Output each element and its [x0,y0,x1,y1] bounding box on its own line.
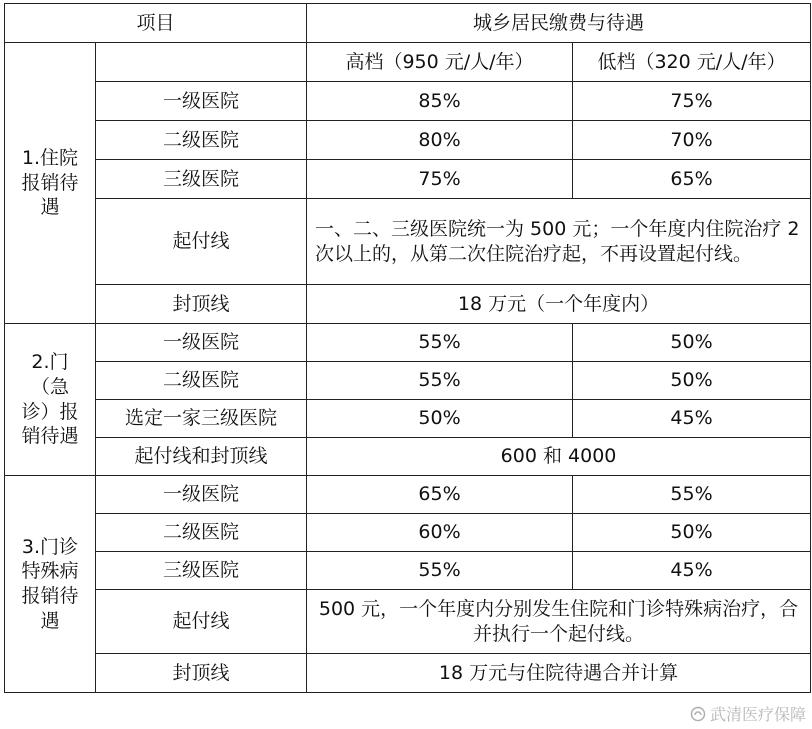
table-row [5,121,811,160]
category-inpatient: 1.住院报销待遇 [5,43,96,324]
hospital-level: 三级医院 [96,160,307,199]
blank-cell [96,43,307,82]
tier-low-header: 低档（320 元/人/年） [573,43,811,82]
cap-label: 封顶线 [96,285,307,324]
table-row [5,400,811,438]
hospital-level: 一级医院 [96,476,307,514]
hospital-level: 二级医院 [96,121,307,160]
category-outpatient: 2.门（急诊）报销待遇 [5,324,96,476]
table-row [5,590,811,654]
table-row [5,654,811,693]
rate-high: 65% [307,476,573,514]
table-row [5,362,811,400]
rate-high: 50% [307,400,573,438]
rate-high: 55% [307,552,573,590]
hospital-level: 一级医院 [96,82,307,121]
rate-low: 70% [573,121,811,160]
table-row [5,82,811,121]
header-item: 项目 [5,4,307,43]
deductible-text: 一、二、三级医院统一为 500 元；一个年度内住院治疗 2 次以上的，从第二次住院治疗起，不再设置起付线。 [307,199,811,285]
tier-high-header: 高档（950 元/人/年） [307,43,573,82]
table-row [5,514,811,552]
benefits-table [4,3,811,693]
limits-text: 600 和 4000 [307,438,811,476]
table-row [5,438,811,476]
hospital-level: 选定一家三级医院 [96,400,307,438]
rate-high: 75% [307,160,573,199]
table-row [5,476,811,514]
rate-high: 85% [307,82,573,121]
rate-low: 45% [573,552,811,590]
rate-high: 55% [307,324,573,362]
hospital-level: 三级医院 [96,552,307,590]
rate-high: 55% [307,362,573,400]
hospital-level: 二级医院 [96,514,307,552]
rate-high: 80% [307,121,573,160]
limits-label: 起付线和封顶线 [96,438,307,476]
table-row [5,324,811,362]
deductible-label: 起付线 [96,199,307,285]
hospital-level: 二级医院 [96,362,307,400]
header-title: 城乡居民缴费与待遇 [307,4,811,43]
watermark-text: 武清医疗保障 [709,705,806,724]
rate-low: 45% [573,400,811,438]
rate-low: 55% [573,476,811,514]
rate-low: 50% [573,324,811,362]
table-row [5,43,811,82]
rate-low: 65% [573,160,811,199]
rate-low: 50% [573,362,811,400]
deductible-label: 起付线 [96,590,307,654]
table-row [5,199,811,285]
cap-text: 18 万元（一个年度内） [307,285,811,324]
rate-low: 50% [573,514,811,552]
table-row [5,160,811,199]
table-header-row [5,4,811,43]
cap-text: 18 万元与住院待遇合并计算 [307,654,811,693]
watermark [690,702,806,725]
rate-high: 60% [307,514,573,552]
table-row [5,285,811,324]
category-special: 3.门诊特殊病报销待遇 [5,476,96,693]
wechat-official-account-icon [690,706,706,722]
hospital-level: 一级医院 [96,324,307,362]
cap-label: 封顶线 [96,654,307,693]
rate-low: 75% [573,82,811,121]
table-row [5,552,811,590]
deductible-text: 500 元，一个年度内分别发生住院和门诊特殊病治疗，合并执行一个起付线。 [307,590,811,654]
